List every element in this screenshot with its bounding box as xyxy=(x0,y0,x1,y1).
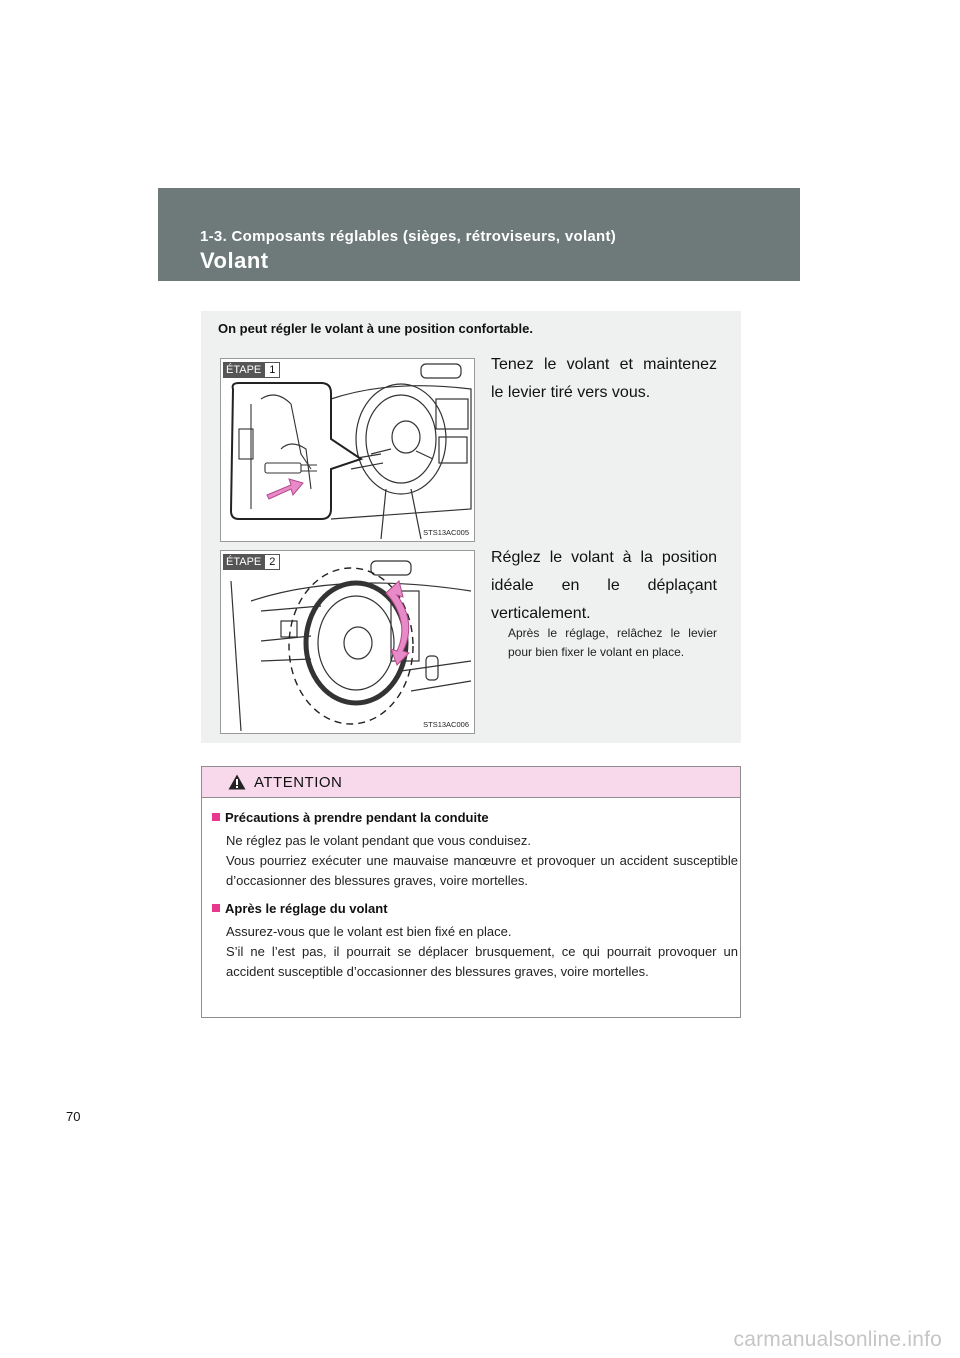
square-bullet-icon xyxy=(212,813,220,821)
page-number: 70 xyxy=(66,1109,81,1124)
procedure-panel xyxy=(201,311,741,743)
step2-text xyxy=(491,544,717,628)
step1-label: ÉTAPE xyxy=(223,362,264,378)
step2-number: 2 xyxy=(264,554,280,570)
steering-tilt-illustration xyxy=(221,551,475,734)
page-title: Volant xyxy=(200,248,269,273)
attention-item-heading: Précautions à prendre pendant la conduite xyxy=(212,810,738,825)
step2-badge xyxy=(223,554,280,570)
section-header xyxy=(158,188,800,281)
step1-figure-code: STS13AC005 xyxy=(423,528,469,537)
step2-line3: verticalement. xyxy=(491,605,591,622)
step2-note: Après le réglage, relâchez le levier pour bien fixer le volant en place. xyxy=(508,626,717,659)
step2-label: ÉTAPE xyxy=(223,554,264,570)
attention-box xyxy=(201,766,741,1018)
attention-item-heading: Après le réglage du volant xyxy=(212,901,738,916)
intro-text: On peut régler le volant à une position confortable. xyxy=(218,321,533,336)
step1-text xyxy=(491,351,717,407)
attention-title: ATTENTION xyxy=(254,774,343,791)
attention-item-body: Assurez-vous que le volant est bien fixé en place. S’il ne l’est pas, il pourrait se déplacer brusquement, ce qui pourrait provoquer un accident susceptible d’occasionner des blessures graves, voire mortelles. xyxy=(226,924,738,979)
square-bullet-icon xyxy=(212,904,220,912)
attention-item-body: Ne réglez pas le volant pendant que vous conduisez. Vous pourriez exécuter une mauvaise manœuvre et provoquer un accident susceptible d’occasionner des blessures graves, voire mortelles. xyxy=(226,833,738,888)
step1-line2: le levier tiré vers vous. xyxy=(491,384,651,401)
warning-icon xyxy=(228,774,246,790)
watermark: carmanualsonline.info xyxy=(733,1328,942,1351)
attention-header xyxy=(202,767,740,798)
attention-item-driving xyxy=(212,810,738,891)
attention-item-after-adjust xyxy=(212,901,738,982)
step2-line1: Réglez le volant à la position xyxy=(491,549,717,566)
steering-lever-illustration xyxy=(221,359,475,542)
step1-badge xyxy=(223,362,280,378)
step1-line1: Tenez le volant et maintenez xyxy=(491,356,717,373)
step2-figure-code: STS13AC006 xyxy=(423,720,469,729)
step1-number: 1 xyxy=(264,362,280,378)
section-title: 1-3. Composants réglables (sièges, rétroviseurs, volant) xyxy=(200,228,617,245)
step2-figure xyxy=(220,550,475,734)
step1-figure xyxy=(220,358,475,542)
step2-line2: idéale en le déplaçant xyxy=(491,577,717,594)
